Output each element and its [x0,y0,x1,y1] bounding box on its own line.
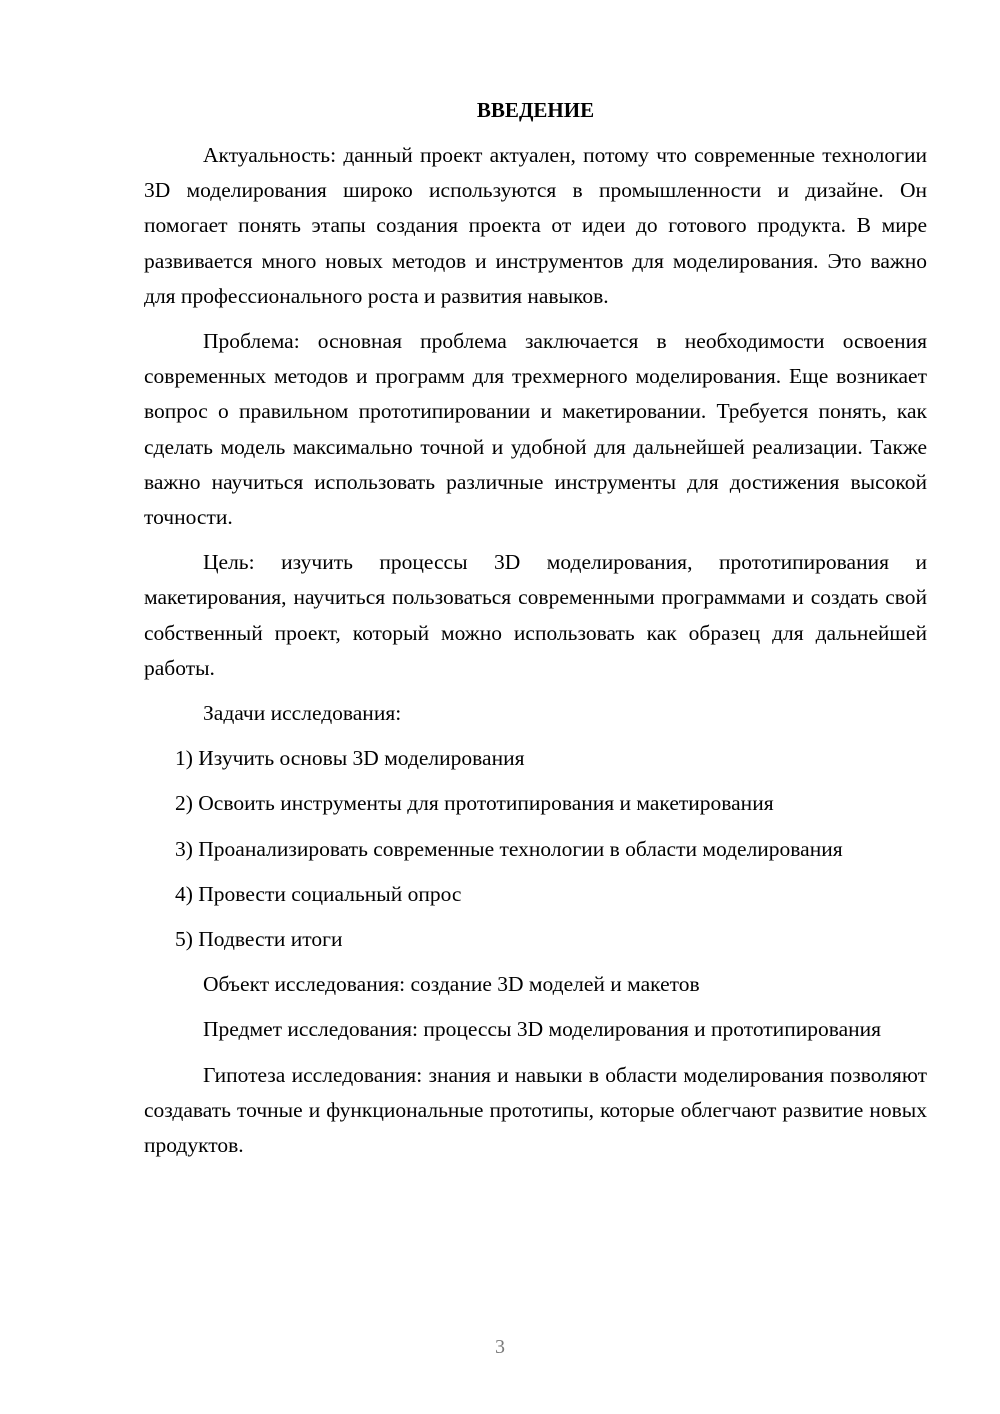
tasks-list [144,741,927,957]
task-item: 4) Провести социальный опрос [175,881,462,906]
goal-paragraph: Цель: изучить процессы 3D моделирования, прототипирования и макетирования, научиться пользоваться современными программами и создать свой собственный проект, который можно использовать как образец для дальнейшей работы. [144,550,927,680]
page-title: ВВЕДЕНИЕ [476,98,595,122]
object-paragraph: Объект исследования: создание 3D моделей и макетов [203,972,700,997]
task-item: 1) Изучить основы 3D моделирования [175,746,525,771]
hypothesis-paragraph: Гипотеза исследования: знания и навыки в области моделирования позволяют создавать точные и функциональные прототипы, которые облегчают развитие новых продуктов. [144,1062,927,1158]
task-item: 5) Подвести итоги [175,927,343,952]
page-content [144,92,927,1173]
page-number: 3 [495,1336,505,1358]
task-item: 3) Проанализировать современные технологии в области моделирования [175,836,843,861]
task-item: 2) Освоить инструменты для прототипирования и макетирования [175,791,774,816]
relevance-paragraph: Актуальность: данный проект актуален, потому что современные технологии 3D моделирования широко используются в промышленности и дизайне. Он помогает понять этапы создания проекта от идеи до готового продукта. В мире развивается много новых методов и инструментов для моделирования. Это важно для профессионального роста и развития навыков. [144,143,927,308]
problem-paragraph: Проблема: основная проблема заключается в необходимости освоения современных методов и программ для трехмерного моделирования. Еще возникает вопрос о правильном прототипировании и макетировании. Требуется понять, как сделать модель максимально точной и удобной для дальнейшей реализации. Также важно научиться использовать различные инструменты для достижения высокой точности. [144,329,927,530]
tasks-heading: Задачи исследования: [203,701,402,726]
subject-paragraph: Предмет исследования: процессы 3D моделирования и прототипирования [203,1017,882,1042]
